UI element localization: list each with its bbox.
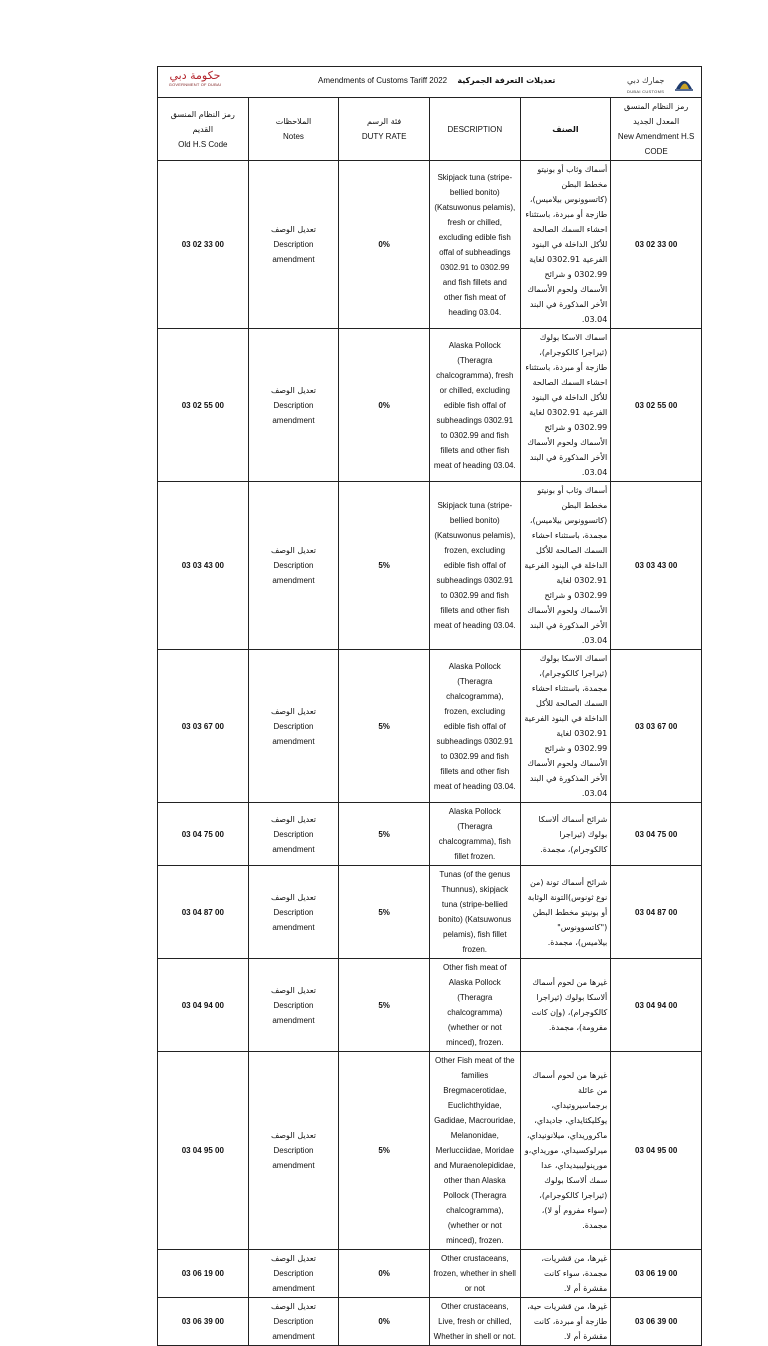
- old-code-cell: 03 06 39 00: [158, 1298, 249, 1346]
- notes-cell: [248, 1298, 339, 1346]
- description-cell: Alaska Pollock (Theragra chalcogramma), frozen, excluding edible fish offal of subheadings 0302.91 to 0302.99 and fish fillets and other fish meat of heading 03.04.: [429, 650, 520, 803]
- duty-rate-cell: 5%: [339, 482, 430, 650]
- description-cell: Tunas (of the genus Thunnus), skipjack tuna (stripe-bellied bonito) (Katsuwonus pelamis), fish fillet frozen.: [429, 866, 520, 959]
- note-en: Description amendment: [272, 400, 315, 425]
- old-code-cell: 03 06 19 00: [158, 1250, 249, 1298]
- item-ar-cell: شرائح أسماك ألاسكا بولوك (ثيراجرا كالكوجرام)، مجمدة.: [520, 803, 611, 866]
- old-code-cell: 03 02 33 00: [158, 161, 249, 329]
- new-code-cell: 03 04 94 00: [611, 959, 702, 1052]
- table-row: [158, 803, 702, 866]
- new-code-cell: 03 04 75 00: [611, 803, 702, 866]
- government-of-dubai-logo: حكومة دبي GOVERNMENT OF DUBAI: [168, 69, 222, 87]
- note-ar: تعديل الوصف: [270, 985, 316, 995]
- notes-cell: [248, 1250, 339, 1298]
- page-title: [318, 73, 555, 88]
- description-cell: Alaska Pollock (Theragra chalcogramma), fish fillet frozen.: [429, 803, 520, 866]
- item-ar-cell: شرائح أسماك تونة (من نوع ثونوس)التونة الوثابة أو بونيتو مخطط البطن ("كاتسوونوس" بيلاميس)، مجمدة.: [520, 866, 611, 959]
- item-ar-cell: أسماك وثاب أو بونيتو مخطط البطن (كاتسوونوس بيلاميس)، مجمدة، باستثناء احشاء السمك الصالحة للأكل الداخلة في البنود الفرعية 0302.91 لغاية 0302.99 و شرائح الأسماك ولحوم الأسماك الأخر المذكورة في البند 03.04.: [520, 482, 611, 650]
- table-row: [158, 650, 702, 803]
- duty-rate-cell: 0%: [339, 1250, 430, 1298]
- duty-rate-cell: 5%: [339, 803, 430, 866]
- description-cell: Skipjack tuna (stripe-bellied bonito) (Katsuwonus pelamis), frozen, excluding edible fish offal of subheadings 0302.91 to 0302.99 and fish fillets and other fish meat of heading 03.04.: [429, 482, 520, 650]
- item-ar-cell: أسماك وثاب أو بونيتو مخطط البطن (كاتسوونوس بيلاميس)، طازجة أو مبردة، باستثناء احشاء السمك الصالحة للأكل الداخلة في البنود الفرعية 0302.91 لغاية 0302.99 و شرائح الأسماك ولحوم الأسماك الأخر المذكورة في البند 03.04.: [520, 161, 611, 329]
- new-code-cell: 03 02 33 00: [611, 161, 702, 329]
- header-new-code: رمز النظام المنسق المعدل الجديد New Amendment H.S CODE: [611, 98, 702, 161]
- description-cell: Other crustaceans, frozen, whether in shell or not: [429, 1250, 520, 1298]
- item-ar-cell: غيرها من لحوم أسماك من عائلة برجماسيروتيداي، يوكليكثايداي، جاديداي، ماكروريداي، ميلانونيداي، ميرلوكسيداي، موريداي،و مورينوليبيديداي، عدا سمك ألاسكا بولوك (ثيراجرا كالكوجرام)، (سواء مفروم أو لا)، مجمدة.: [520, 1052, 611, 1250]
- notes-cell: [248, 482, 339, 650]
- item-ar-cell: اسماك الاسكا بولوك (ثيراجرا كالكوجرام)، مجمدة، باستثناء احشاء السمك الصالحة للأكل الداخلة في البنود الفرعية 0302.91 لغاية 0302.99 و شرائح الأسماك ولحوم الأسماك الأخر المذكورة في البند 03.04.: [520, 650, 611, 803]
- note-en: Description amendment: [272, 907, 315, 932]
- old-code-cell: 03 04 75 00: [158, 803, 249, 866]
- header-description: DESCRIPTION: [429, 98, 520, 161]
- notes-cell: [248, 329, 339, 482]
- table-row: [158, 161, 702, 329]
- notes-cell: [248, 803, 339, 866]
- duty-rate-cell: 5%: [339, 959, 430, 1052]
- description-cell: Skipjack tuna (stripe-bellied bonito) (Katsuwonus pelamis), fresh or chilled, excluding edible fish offal of subheadings 0302.91 to 0302.99 and fish fillets and other fish meat of heading 03.04.: [429, 161, 520, 329]
- notes-cell: [248, 650, 339, 803]
- dhow-sail-icon: [673, 71, 695, 93]
- duty-rate-cell: 5%: [339, 650, 430, 803]
- note-en: Description amendment: [272, 829, 315, 854]
- table-row: [158, 1250, 702, 1298]
- new-code-cell: 03 02 55 00: [611, 329, 702, 482]
- header-duty-rate: فئة الرسم DUTY RATE: [339, 98, 430, 161]
- old-code-cell: 03 03 67 00: [158, 650, 249, 803]
- table-row: [158, 866, 702, 959]
- duty-rate-cell: 0%: [339, 161, 430, 329]
- note-en: Description amendment: [272, 721, 315, 746]
- description-cell: Other fish meat of Alaska Pollock (Theragra chalcogramma) (whether or not minced), frozen.: [429, 959, 520, 1052]
- new-code-cell: 03 06 39 00: [611, 1298, 702, 1346]
- notes-cell: [248, 959, 339, 1052]
- old-code-cell: 03 04 87 00: [158, 866, 249, 959]
- description-cell: Other crustaceans, Live, fresh or chilled, Whether in shell or not.: [429, 1298, 520, 1346]
- table-row: [158, 959, 702, 1052]
- duty-rate-cell: 5%: [339, 1052, 430, 1250]
- old-code-cell: 03 03 43 00: [158, 482, 249, 650]
- note-ar: تعديل الوصف: [270, 1131, 316, 1140]
- header-notes: الملاحظات Notes: [248, 98, 339, 161]
- new-code-cell: 03 03 43 00: [611, 482, 702, 650]
- note-en: Description amendment: [272, 1146, 315, 1170]
- new-code-cell: 03 04 95 00: [611, 1052, 702, 1250]
- note-en: Description amendment: [272, 1269, 315, 1293]
- title-cell: [158, 67, 702, 98]
- item-ar-cell: غيرها، من قشريات، مجمدة، سواء كانت مقشرة أم لا.: [520, 1250, 611, 1298]
- description-cell: Alaska Pollock (Theragra chalcogramma), fresh or chilled, excluding edible fish offal of subheadings 0302.91 to 0302.99 and fish fillets and other fish meat of heading 03.04.: [429, 329, 520, 482]
- old-code-cell: 03 02 55 00: [158, 329, 249, 482]
- table-row: [158, 1052, 702, 1250]
- title-row: [158, 67, 702, 98]
- tariff-table: [157, 66, 702, 1346]
- page-title-ar: تعديلات التعرفة الجمركية: [457, 76, 556, 85]
- item-ar-cell: غيرها، من قشريات حية، طازجة أو مبردة، كانت مقشرة أم لا.: [520, 1298, 611, 1346]
- table-row: [158, 329, 702, 482]
- notes-cell: [248, 161, 339, 329]
- header-item-ar: الصنف: [520, 98, 611, 161]
- note-en: Description amendment: [272, 561, 315, 585]
- description-cell: Other Fish meat of the families Bregmacerotidae, Euclichthyidae, Gadidae, Macrouridae, Melanonidae, Merlucciidae, Moridae and Muraenolepididae, other than Alaska Pollock (Theragra chalcogramma), (whether or not minced), frozen.: [429, 1052, 520, 1250]
- note-ar: تعديل الوصف: [270, 1254, 316, 1263]
- notes-cell: [248, 1052, 339, 1250]
- header-old-code: رمز النظام المنسق القديم Old H.S Code: [158, 98, 249, 161]
- column-header-row: [158, 98, 702, 161]
- new-code-cell: 03 06 19 00: [611, 1250, 702, 1298]
- note-ar: تعديل الوصف: [270, 385, 316, 395]
- dubai-customs-logo: جمارك دبي DUBAI CUSTOMS: [627, 71, 695, 93]
- note-ar: تعديل الوصف: [270, 892, 316, 902]
- note-ar: تعديل الوصف: [270, 546, 316, 555]
- item-ar-cell: اسماك الاسكا بولوك (ثيراجرا كالكوجرام)، طازجة أو مبردة، باستثناء احشاء السمك الصالحة للأكل الداخلة في البنود الفرعية 0302.91 لغاية 0302.99 و شرائح الأسماك ولحوم الأسماك الأخر المذكورة في البند 03.04.: [520, 329, 611, 482]
- new-code-cell: 03 03 67 00: [611, 650, 702, 803]
- duty-rate-cell: 0%: [339, 1298, 430, 1346]
- note-ar: تعديل الوصف: [270, 706, 316, 716]
- note-en: Description amendment: [272, 240, 315, 264]
- note-en: Description amendment: [272, 1000, 315, 1025]
- table-row: [158, 1298, 702, 1346]
- old-code-cell: 03 04 94 00: [158, 959, 249, 1052]
- notes-cell: [248, 866, 339, 959]
- page-title-en: Amendments of Customs Tariff 2022: [318, 76, 448, 85]
- item-ar-cell: غيرها من لحوم أسماك ألاسكا بولوك (ثيراجرا كالكوجرام)، (وإن كانت مفرومة)، مجمدة.: [520, 959, 611, 1052]
- note-ar: تعديل الوصف: [270, 1302, 316, 1311]
- table-row: [158, 482, 702, 650]
- note-ar: تعديل الوصف: [270, 814, 316, 824]
- duty-rate-cell: 0%: [339, 329, 430, 482]
- new-code-cell: 03 04 87 00: [611, 866, 702, 959]
- note-en: Description amendment: [272, 1317, 315, 1341]
- duty-rate-cell: 5%: [339, 866, 430, 959]
- note-ar: تعديل الوصف: [270, 225, 316, 234]
- old-code-cell: 03 04 95 00: [158, 1052, 249, 1250]
